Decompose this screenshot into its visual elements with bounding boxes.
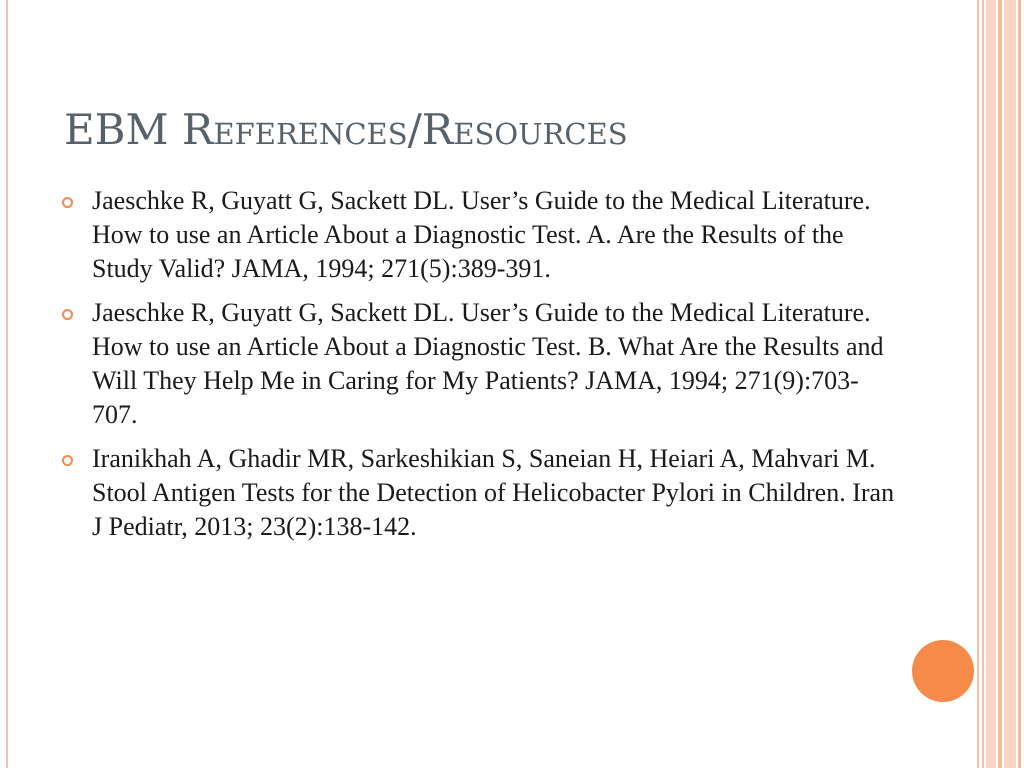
reference-list bbox=[60, 184, 900, 554]
bullet-icon bbox=[62, 455, 73, 466]
stripe-4 bbox=[1004, 0, 1016, 768]
stripe-3 bbox=[998, 0, 1002, 768]
stripe-5 bbox=[1018, 0, 1021, 768]
reference-item bbox=[60, 442, 900, 544]
reference-item bbox=[60, 296, 900, 432]
reference-text: Iranikhah A, Ghadir MR, Sarkeshikian S, Saneian H, Heiari A, Mahvari M. Stool Antigen Tests for the Detection of Helicobacter Pylori in Children. Iran J Pediatr, 2013; 23(2):138-142. bbox=[92, 444, 895, 541]
reference-item bbox=[60, 184, 900, 286]
decorative-orange-circle bbox=[912, 640, 974, 702]
bullet-icon bbox=[62, 309, 73, 320]
slide-title: EBM References/Resources bbox=[64, 105, 628, 154]
stripe-2 bbox=[986, 0, 996, 768]
stripe-1 bbox=[982, 0, 984, 768]
reference-text: Jaeschke R, Guyatt G, Sackett DL. User’s Guide to the Medical Literature. How to use an Article About a Diagnostic Test. A. Are the Results of the Study Valid? JAMA, 1994; 271(5):389-391. bbox=[92, 186, 871, 283]
right-decorative-stripes bbox=[982, 0, 1024, 768]
reference-text: Jaeschke R, Guyatt G, Sackett DL. User’s Guide to the Medical Literature. How to use an Article About a Diagnostic Test. B. What Are the Results and Will They Help Me in Caring for My Patients? JAMA, 1994; 271(9):703-707. bbox=[92, 298, 884, 429]
bullet-icon bbox=[62, 197, 73, 208]
